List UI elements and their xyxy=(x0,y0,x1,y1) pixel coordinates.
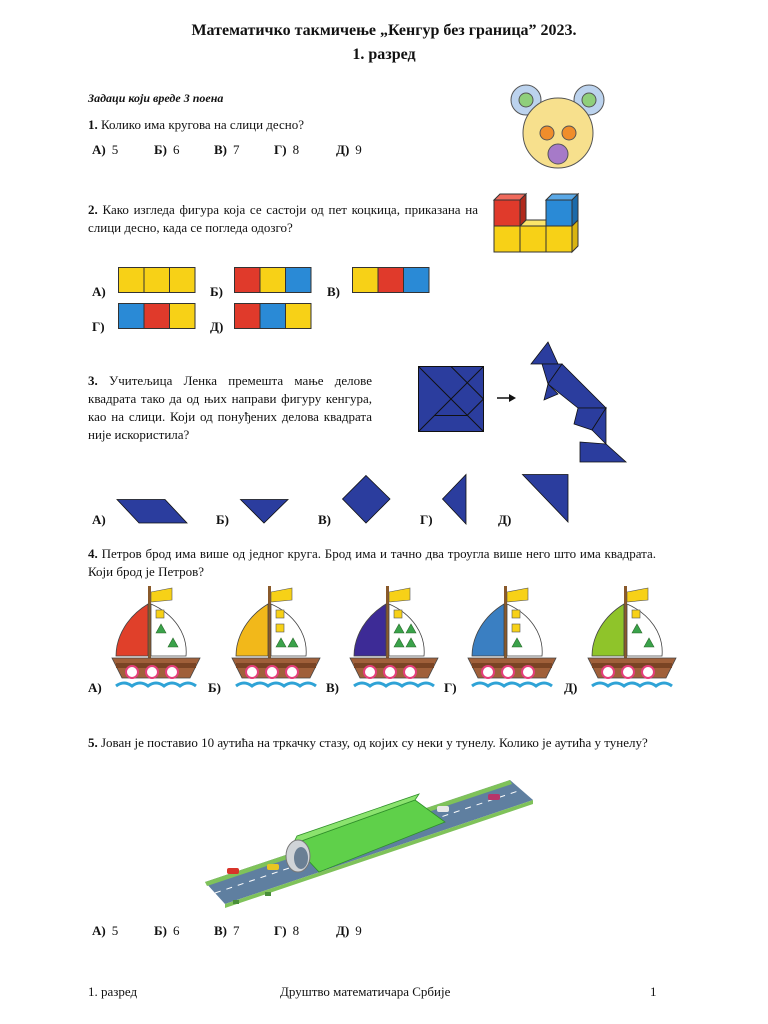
option-b[interactable]: Б) 6 xyxy=(154,923,180,938)
boat-part xyxy=(632,610,640,618)
boat-part xyxy=(389,588,410,602)
option-a[interactable]: А) 5 xyxy=(92,923,119,938)
boat-figure[interactable] xyxy=(230,586,326,694)
question-2-number: 2. xyxy=(88,202,98,217)
boat-part xyxy=(148,586,151,658)
question-1-text: Колико има кругова на слици десно? xyxy=(101,117,305,132)
q3-option-v-label[interactable]: В) xyxy=(318,512,331,527)
question-5-number: 5. xyxy=(88,735,98,750)
boat-part xyxy=(624,586,627,658)
boat-part xyxy=(602,666,614,678)
boat-part xyxy=(236,683,316,686)
question-2 xyxy=(88,201,478,237)
option-g[interactable]: Г) 8 xyxy=(274,142,300,157)
boat-part xyxy=(592,604,624,656)
boat-part xyxy=(354,683,434,686)
boat-part xyxy=(404,666,416,678)
boat-part xyxy=(116,604,148,656)
page-subtitle: 1. разред xyxy=(352,46,416,63)
q4-option-label[interactable]: А) xyxy=(88,680,102,695)
boat-part xyxy=(116,683,196,686)
boat-part xyxy=(472,683,552,686)
tangram-square xyxy=(418,366,484,432)
cubes-figure xyxy=(492,190,582,255)
question-4 xyxy=(88,545,656,581)
kangaroo-figure xyxy=(528,342,628,466)
boat-part xyxy=(386,586,389,658)
page-title: Математичко такмичење „Кенгур без граница” 2023. xyxy=(191,22,577,39)
boat-part xyxy=(512,610,520,618)
boat-figure[interactable] xyxy=(110,586,206,694)
q2-option-g-strip[interactable] xyxy=(118,303,196,330)
q2-option-a-strip[interactable] xyxy=(118,267,196,294)
boat-part xyxy=(627,588,648,602)
boat-part xyxy=(266,666,278,678)
q3-option-a-label[interactable]: А) xyxy=(92,512,106,527)
q3-option-b-label[interactable]: Б) xyxy=(216,512,229,527)
boat-part xyxy=(512,624,520,632)
boat-part xyxy=(522,666,534,678)
question-2-text: Како изгледа фигура која се састоји од пет коцкица, приказана на слици десно, када се погледа одозго? xyxy=(88,202,478,235)
q2-option-b-strip[interactable] xyxy=(234,267,312,294)
arrow-icon xyxy=(497,393,517,403)
option-a[interactable]: А) 5 xyxy=(92,142,119,157)
q3-option-v-square[interactable] xyxy=(342,475,392,525)
boat-part xyxy=(472,604,504,656)
boat-part xyxy=(268,586,271,658)
boat-part xyxy=(364,666,376,678)
boat-part xyxy=(126,666,138,678)
question-5 xyxy=(88,734,656,752)
circles-figure xyxy=(505,82,615,177)
option-v[interactable]: В) 7 xyxy=(214,142,240,157)
q3-option-b-triangle[interactable] xyxy=(240,499,290,524)
boat-part xyxy=(507,588,528,602)
question-1-number: 1. xyxy=(88,117,98,132)
q2-option-v-label[interactable]: В) xyxy=(327,284,340,299)
footer-center: Друштво математичара Србије xyxy=(280,984,451,999)
q2-option-d-label[interactable]: Д) xyxy=(210,319,224,334)
q4-option-label[interactable]: Д) xyxy=(564,680,578,695)
boat-part xyxy=(156,610,164,618)
boat-figure[interactable] xyxy=(586,586,682,694)
q4-option-label[interactable]: Г) xyxy=(444,680,457,695)
footer-left: 1. разред xyxy=(88,984,138,999)
option-d[interactable]: Д) 9 xyxy=(336,923,362,938)
q2-option-g-label[interactable]: Г) xyxy=(92,319,105,334)
q2-option-d-strip[interactable] xyxy=(234,303,312,330)
boat-part xyxy=(482,666,494,678)
boat-part xyxy=(502,666,514,678)
boat-part xyxy=(504,586,507,658)
boat-part xyxy=(592,683,672,686)
question-3 xyxy=(88,372,372,444)
boat-figure[interactable] xyxy=(466,586,562,694)
question-5-text: Јован је поставио 10 аутића на тркачку стазу, од којих су неки у тунелу. Колико је аутића у тунелу? xyxy=(101,735,648,750)
q3-option-d-label[interactable]: Д) xyxy=(498,512,512,527)
footer-page-number: 1 xyxy=(650,984,657,999)
question-1 xyxy=(88,116,304,134)
q2-option-a-label[interactable]: А) xyxy=(92,284,106,299)
q3-option-g-label[interactable]: Г) xyxy=(420,512,433,527)
section-title: Задаци који вреде 3 поена xyxy=(88,91,224,105)
boat-part xyxy=(394,610,402,618)
option-g[interactable]: Г) 8 xyxy=(274,923,300,938)
option-v[interactable]: В) 7 xyxy=(214,923,240,938)
boat-part xyxy=(236,604,268,656)
boat-part xyxy=(151,588,172,602)
boat-part xyxy=(246,666,258,678)
boat-part xyxy=(384,666,396,678)
q4-option-label[interactable]: Б) xyxy=(208,680,221,695)
boat-part xyxy=(642,666,654,678)
question-4-number: 4. xyxy=(88,546,98,561)
q3-option-a-parallelogram[interactable] xyxy=(117,499,189,524)
question-3-number: 3. xyxy=(88,373,98,388)
q4-option-label[interactable]: В) xyxy=(326,680,339,695)
boat-part xyxy=(276,610,284,618)
tunnel-track-figure xyxy=(205,772,535,912)
boat-figure[interactable] xyxy=(348,586,444,694)
boat-part xyxy=(271,588,292,602)
q3-option-d-triangle[interactable] xyxy=(522,474,570,524)
q3-option-g-triangle[interactable] xyxy=(442,474,468,526)
boat-part xyxy=(146,666,158,678)
boat-part xyxy=(354,604,386,656)
q2-option-v-strip[interactable] xyxy=(352,267,430,294)
boat-part xyxy=(286,666,298,678)
question-3-text: Учитељица Ленка премешта мање делове квадрата тако да од њих направи фигуру кенгура, као на слици. Који од понуђених делова квадрата није искористила? xyxy=(88,373,372,442)
question-4-text: Петров брод има више од једног круга. Брод има и тачно два троугла више него што има квадрата. Који брод је Петров? xyxy=(88,546,656,579)
boat-part xyxy=(166,666,178,678)
boat-part xyxy=(622,666,634,678)
q2-option-b-label[interactable]: Б) xyxy=(210,284,223,299)
option-d[interactable]: Д) 9 xyxy=(336,142,362,157)
boat-part xyxy=(276,624,284,632)
option-b[interactable]: Б) 6 xyxy=(154,142,180,157)
